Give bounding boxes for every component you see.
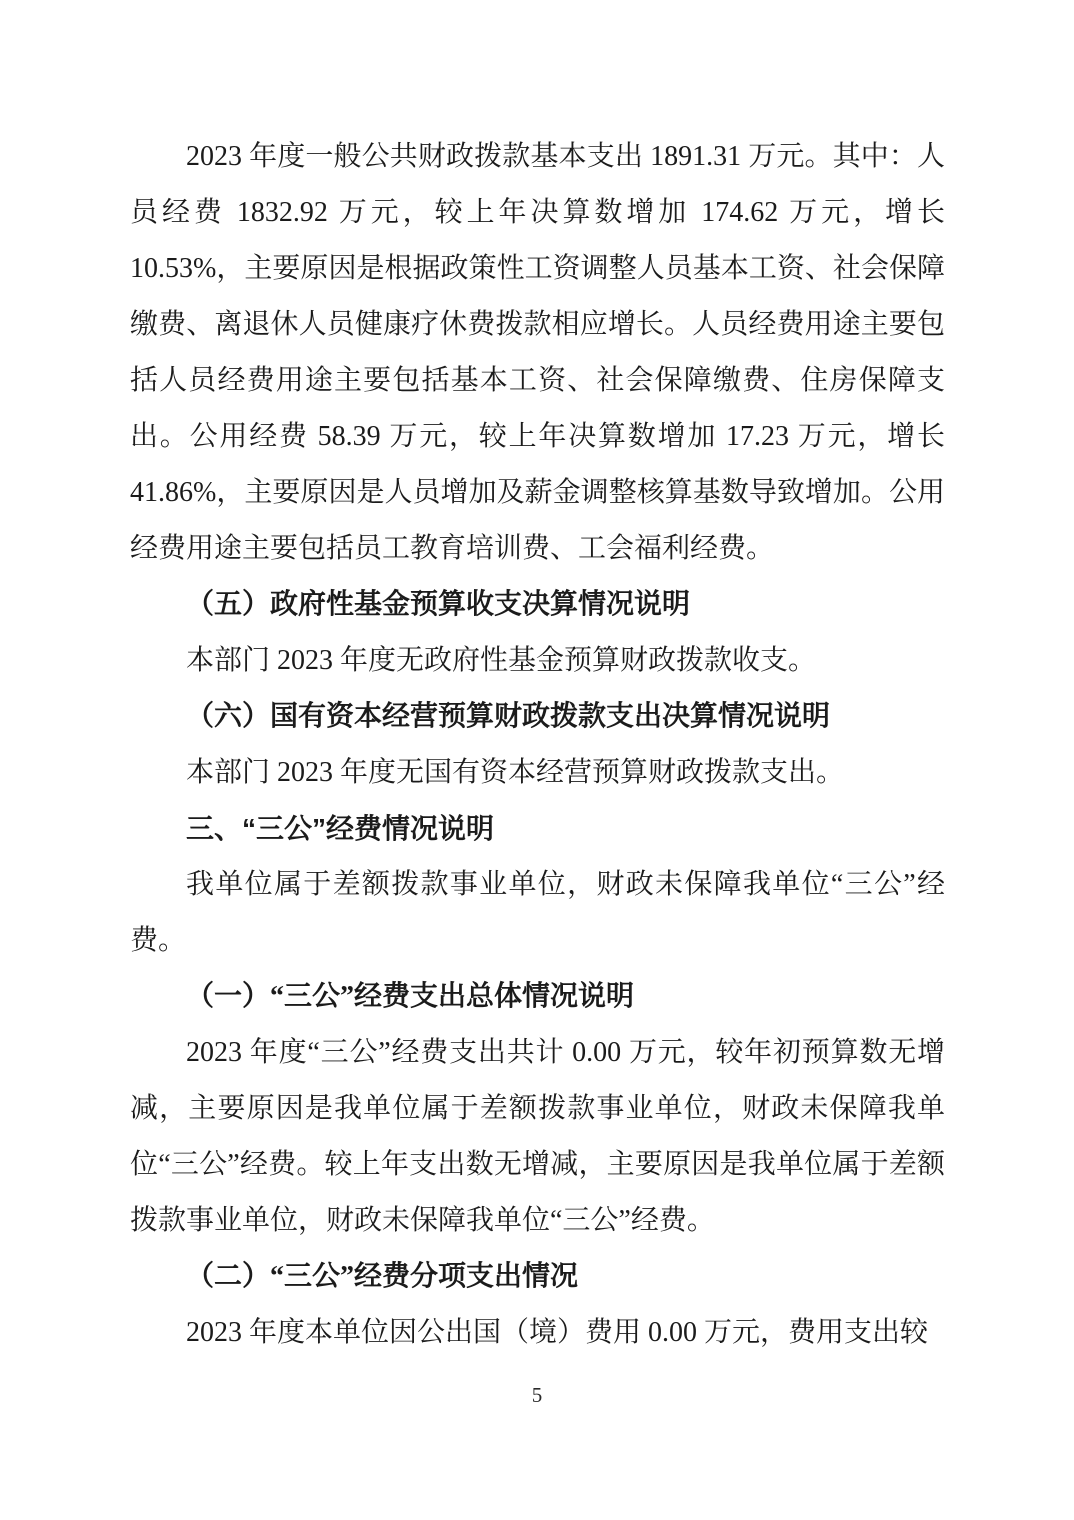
heading-section-2-itemized-three-public-spending: （二）“三公”经费分项支出情况 <box>186 1261 579 1292</box>
document-body <box>130 129 945 1361</box>
paragraph-no-state-capital-expenditure: 本部门 2023 年度无国有资本经营预算财政拨款支出。 <box>186 757 845 788</box>
paragraph-no-gov-fund-budget: 本部门 2023 年度无政府性基金预算财政拨款收支。 <box>186 645 817 676</box>
heading-part-3-three-public-funds: 三、“三公”经费情况说明 <box>186 813 495 844</box>
paragraph-unit-type-statement: 我单位属于差额拨款事业单位，财政未保障我单位“三公”经费。 <box>130 869 945 956</box>
page-number: 5 <box>531 1383 543 1407</box>
paragraph-basic-expenditure-detail: 2023 年度一般公共财政拨款基本支出 1891.31 万元。其中：人员经费 1832.92 万元，较上年决算数增加 174.62 万元，增长 10.53%，主要原因是根据政策性工资调整人员基本工资、社会保障缴费、离退休人员健康疗休费拨款相应增长。人员经费用途主要包括人员经费用途主要包括基本工资、社会保障缴费、住房保障支出。公用经费 58.39 万元，较上年决算数增加 17.23 万元，增长 41.86%，主要原因是人员增加及薪金调整核算基数导致增加。公用经费用途主要包括员工教育培训费、工会福利经费。 <box>130 141 945 564</box>
heading-section-1-overall-three-public-spending: （一）“三公”经费支出总体情况说明 <box>186 981 635 1012</box>
paragraph-overseas-travel-expense: 2023 年度本单位因公出国（境）费用 0.00 万元，费用支出较 <box>186 1317 929 1348</box>
heading-section-5-gov-fund-budget: （五）政府性基金预算收支决算情况说明 <box>186 589 691 620</box>
heading-section-6-state-capital-budget: （六）国有资本经营预算财政拨款支出决算情况说明 <box>186 701 831 732</box>
paragraph-three-public-total-spending: 2023 年度“三公”经费支出共计 0.00 万元，较年初预算数无增减，主要原因是我单位属于差额拨款事业单位，财政未保障我单位“三公”经费。较上年支出数无增减，主要原因是我单位属于差额拨款事业单位，财政未保障我单位“三公”经费。 <box>130 1037 945 1236</box>
